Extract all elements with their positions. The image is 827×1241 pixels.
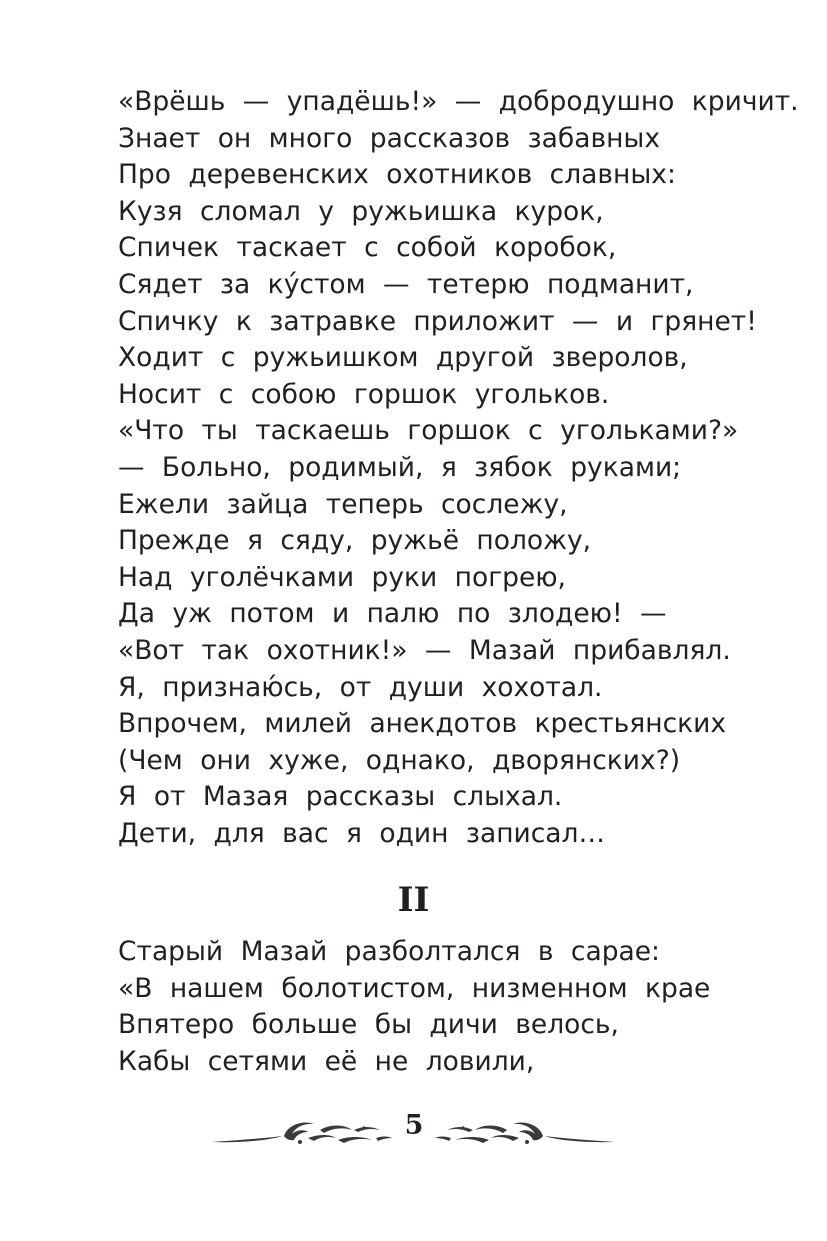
page-number: 5 (404, 1110, 424, 1141)
poem-line: Впрочем, милей анекдотов крестьянских (118, 708, 727, 740)
poem-line: Кабы сетями её не ловили, (118, 1045, 535, 1077)
flourish-left-icon (212, 1116, 392, 1154)
poem-line: Да уж потом и палю по злодею! — (118, 598, 667, 630)
poem-line: «Врёшь — упадёшь!» — добродушно кричит. (118, 86, 799, 117)
poem-line: «Вот так охотник!» — Мазай прибавлял. (118, 634, 731, 666)
poem-line: Над уголёчками руки погрею, (118, 561, 566, 593)
poem-line: «В нашем болотистом, низменном крае (118, 972, 711, 1004)
poem-line: Спичек таскает с собой коробок, (118, 232, 617, 264)
poem-line: Прежде я сяду, ружьё положу, (118, 525, 592, 557)
poem-line: Ежели зайца теперь сослежу, (118, 488, 568, 520)
poem-line: — Больно, родимый, я зябок руками; (118, 451, 682, 483)
poem-line: (Чем они хуже, однако, дворянских?) (118, 744, 681, 776)
poem-line: Сядет за кýстом — тетерю подманит, (118, 268, 694, 300)
poem-line: Старый Мазай разболтался в сарае: (118, 936, 660, 967)
poem-line: Я, признаю́сь, от души хохотал. (118, 671, 603, 703)
poem-line: Носит с собою горшок угольков. (118, 378, 610, 410)
section-heading: II (397, 880, 430, 920)
poem-line: Впятеро больше бы дичи велось, (118, 1009, 619, 1041)
poem-line: Я от Мазая рассказы слыхал. (118, 781, 563, 813)
poem-line: Ходит с ружьишком другой зверолов, (118, 342, 688, 374)
poem-line: Знает он много рассказов забавных (118, 122, 661, 154)
poem-stanza-2 (118, 934, 710, 1080)
poem-line: Про деревенских охотников славных: (118, 159, 676, 191)
page-footer (200, 1108, 627, 1156)
flourish-right-icon (435, 1116, 615, 1154)
poem-line: Дети, для вас я один записал… (118, 817, 605, 849)
poem-line: «Что ты таскаешь горшок с угольками?» (118, 415, 739, 447)
poem-line: Спичку к затравке приложит — и грянет! (118, 305, 757, 337)
poem-stanza-1 (118, 84, 799, 852)
poem-line: Кузя сломал у ружьишка курок, (118, 195, 604, 227)
